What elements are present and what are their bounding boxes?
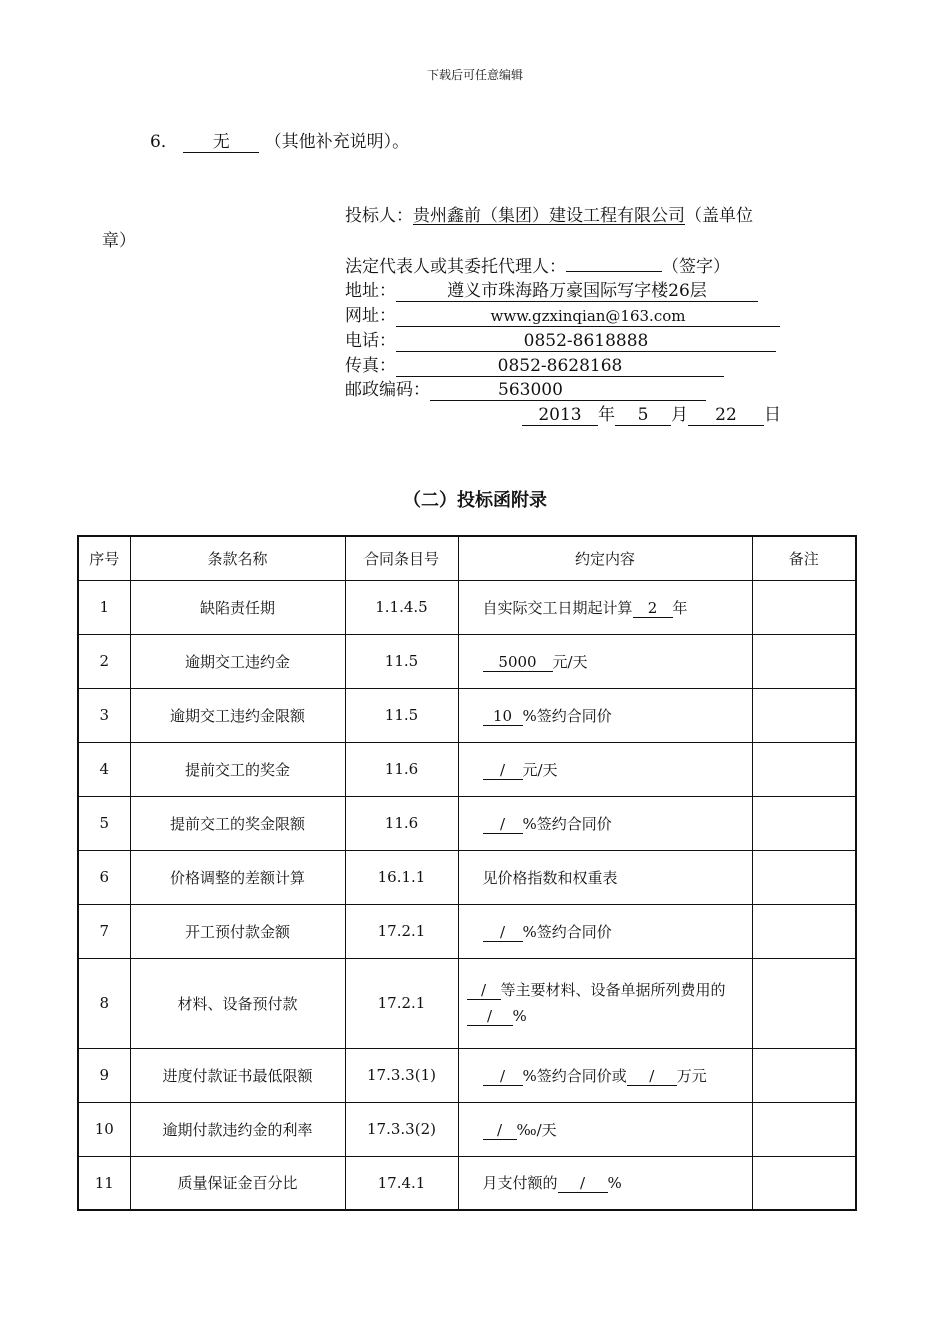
row-content (458, 634, 752, 688)
row-content (458, 1102, 752, 1156)
row-clause-name: 价格调整的差额计算 (130, 850, 345, 904)
row-clause-name: 提前交工的奖金 (130, 742, 345, 796)
content-text: 元/天 (552, 652, 588, 671)
row-number: 7 (78, 904, 130, 958)
address-line (345, 276, 758, 302)
row-number: 3 (78, 688, 130, 742)
fax-line (345, 351, 724, 377)
item-6-line (150, 127, 409, 153)
content-blank: 5000 (483, 653, 553, 672)
row-clause-number: 1.1.4.5 (345, 580, 458, 634)
representative-sign: （签字） (662, 257, 730, 277)
header-remark: 备注 (752, 536, 856, 580)
table-row (78, 796, 856, 850)
date-day-unit: 日 (764, 405, 781, 425)
row-content (458, 580, 752, 634)
content-blank: / (467, 1007, 513, 1026)
row-clause-name: 逾期付款违约金的利率 (130, 1102, 345, 1156)
row-clause-number: 11.6 (345, 742, 458, 796)
row-number: 2 (78, 634, 130, 688)
row-content (458, 1048, 752, 1102)
address-value: 遵义市珠海路万豪国际写字楼26层 (396, 281, 758, 302)
row-remark (752, 688, 856, 742)
item-6-prefix: 6． (150, 132, 178, 152)
content-text: %签约合同价 (522, 706, 612, 725)
row-remark (752, 850, 856, 904)
row-number: 4 (78, 742, 130, 796)
row-clause-number: 16.1.1 (345, 850, 458, 904)
header-name: 条款名称 (130, 536, 345, 580)
row-clause-number: 17.4.1 (345, 1156, 458, 1210)
website-line (345, 301, 780, 327)
content-text: 见价格指数和权重表 (482, 868, 618, 887)
content-text: %签约合同价 (522, 922, 612, 941)
table-row (78, 1156, 856, 1210)
content-blank: / (483, 761, 523, 780)
row-number: 10 (78, 1102, 130, 1156)
postal-line (345, 375, 706, 401)
bidder-seal: （盖单位 (685, 206, 753, 226)
table-row (78, 1102, 856, 1156)
representative-blank (566, 251, 662, 272)
table-header-row (78, 536, 856, 580)
content-blank: / (483, 1067, 523, 1086)
table-row (78, 688, 856, 742)
row-clause-number: 11.5 (345, 634, 458, 688)
row-remark (752, 904, 856, 958)
header-content: 约定内容 (458, 536, 752, 580)
content-text: 自实际交工日期起计算 (482, 598, 633, 617)
row-number: 6 (78, 850, 130, 904)
row-clause-number: 17.2.1 (345, 958, 458, 1048)
date-month-unit: 月 (671, 405, 688, 425)
content-text: %签约合同价 (522, 814, 612, 833)
row-remark (752, 796, 856, 850)
row-remark (752, 742, 856, 796)
website-value: www.gzxinqian@163.com (396, 306, 780, 327)
appendix-table (77, 535, 857, 1211)
table-row (78, 742, 856, 796)
content-blank: / (483, 815, 523, 834)
content-blank: / (483, 1121, 517, 1140)
phone-label: 电话： (345, 331, 396, 351)
row-content (458, 958, 752, 1048)
postal-label: 邮政编码： (345, 380, 430, 400)
table-row (78, 1048, 856, 1102)
content-text: %签约合同价或 (522, 1066, 627, 1085)
row-remark (752, 1048, 856, 1102)
row-content (458, 688, 752, 742)
table-row (78, 958, 856, 1048)
website-label: 网址： (345, 306, 396, 326)
content-blank: 2 (633, 599, 673, 618)
row-clause-name: 提前交工的奖金限额 (130, 796, 345, 850)
row-clause-number: 17.3.3(2) (345, 1102, 458, 1156)
phone-value: 0852-8618888 (396, 331, 776, 352)
row-clause-name: 开工预付款金额 (130, 904, 345, 958)
row-clause-name: 逾期交工违约金 (130, 634, 345, 688)
row-clause-number: 17.2.1 (345, 904, 458, 958)
item-6-value: 无 (183, 132, 259, 153)
content-blank: / (627, 1067, 677, 1086)
row-clause-name: 材料、设备预付款 (130, 958, 345, 1048)
content-blank: / (483, 923, 523, 942)
date-year: 2013 (522, 405, 598, 426)
table-row (78, 850, 856, 904)
address-label: 地址： (345, 281, 396, 301)
row-number: 11 (78, 1156, 130, 1210)
representative-line (345, 251, 730, 277)
table-row (78, 580, 856, 634)
page-header: 下载后可任意编辑 (426, 68, 523, 82)
row-remark (752, 580, 856, 634)
content-text: 元/天 (522, 760, 558, 779)
row-remark (752, 958, 856, 1048)
row-number: 8 (78, 958, 130, 1048)
date-year-unit: 年 (598, 405, 615, 425)
content-blank: 10 (483, 707, 523, 726)
row-number: 5 (78, 796, 130, 850)
content-text: 月支付额的 (482, 1174, 558, 1193)
header-no: 序号 (78, 536, 130, 580)
date-line (522, 400, 781, 426)
row-clause-name: 逾期交工违约金限额 (130, 688, 345, 742)
row-clause-name: 进度付款证书最低限额 (130, 1048, 345, 1102)
postal-value: 563000 (430, 380, 706, 401)
phone-line (345, 326, 776, 352)
content-text: ‰/天 (516, 1120, 557, 1139)
content-text: 万元 (676, 1066, 707, 1085)
row-remark (752, 1156, 856, 1210)
row-clause-number: 11.6 (345, 796, 458, 850)
header-clause: 合同条目号 (345, 536, 458, 580)
date-day: 22 (688, 405, 764, 426)
row-content (458, 796, 752, 850)
representative-label: 法定代表人或其委托代理人： (345, 257, 566, 277)
row-clause-number: 11.5 (345, 688, 458, 742)
bidder-seal-cont: 章） (102, 231, 136, 251)
content-text: % (607, 1174, 622, 1193)
row-clause-name: 缺陷责任期 (130, 580, 345, 634)
row-clause-number: 17.3.3(1) (345, 1048, 458, 1102)
row-clause-name: 质量保证金百分比 (130, 1156, 345, 1210)
row-number: 1 (78, 580, 130, 634)
table-row (78, 904, 856, 958)
row-number: 9 (78, 1048, 130, 1102)
fax-label: 传真： (345, 356, 396, 376)
item-6-suffix: （其他补充说明）。 (264, 132, 410, 152)
date-month: 5 (615, 405, 671, 426)
row-remark (752, 1102, 856, 1156)
appendix-title: （二）投标函附录 (403, 490, 547, 511)
bidder-name: 贵州鑫前（集团）建设工程有限公司 (413, 206, 685, 226)
row-remark (752, 634, 856, 688)
content-blank: / (467, 981, 501, 1000)
row-content (458, 904, 752, 958)
row-content (458, 850, 752, 904)
row-content (458, 1156, 752, 1210)
fax-value: 0852-8628168 (396, 356, 724, 377)
content-text: 等主要材料、设备单据所列费用的 (500, 981, 726, 999)
bidder-line (345, 201, 753, 226)
content-text: % (512, 1007, 527, 1025)
content-blank: / (558, 1174, 608, 1193)
content-text: 年 (672, 598, 688, 617)
row-content (458, 742, 752, 796)
table-row (78, 634, 856, 688)
bidder-label: 投标人： (345, 206, 413, 226)
